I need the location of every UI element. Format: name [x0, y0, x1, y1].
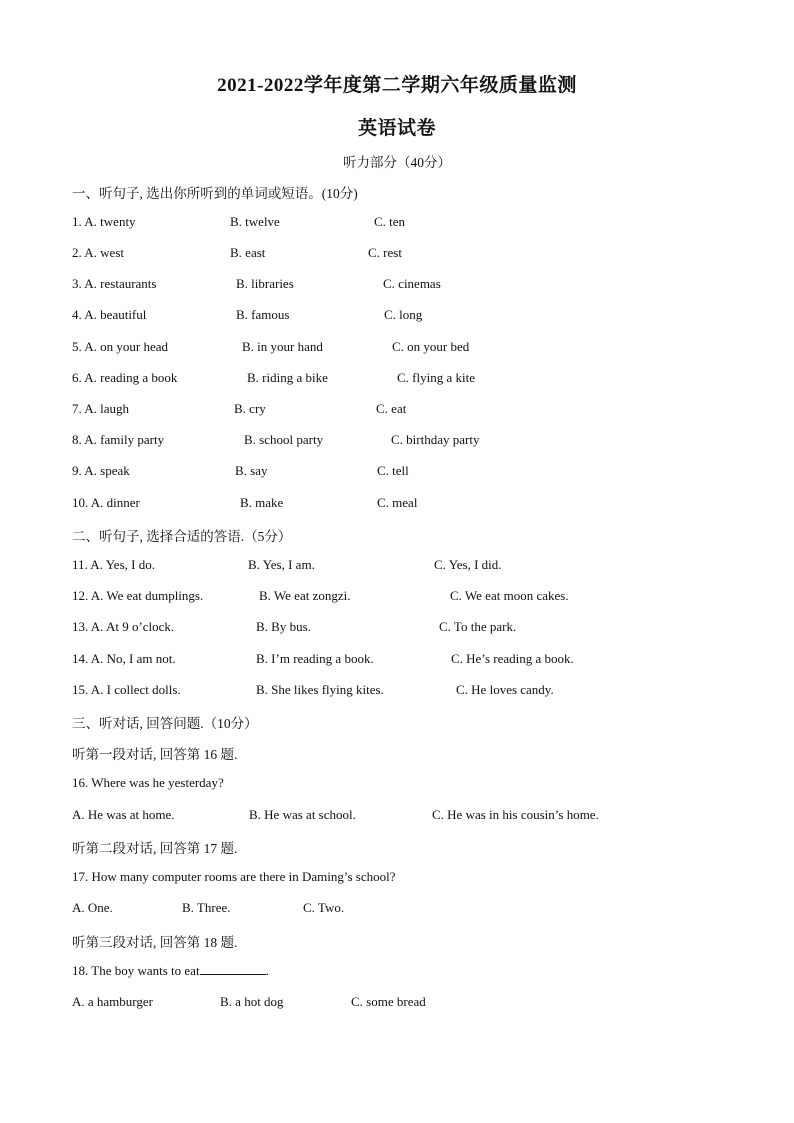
option-b: B. a hot dog [220, 994, 284, 1009]
option-b: B. libraries [236, 276, 294, 291]
option-a: 6. A. reading a book [72, 370, 178, 385]
dialogue1-intro: 听第一段对话, 回答第 16 题. [72, 747, 238, 762]
option-c: C. meal [377, 495, 418, 510]
option-b: B. By bus. [256, 619, 311, 634]
answer-blank [200, 962, 266, 975]
option-b: B. say [235, 463, 268, 478]
option-a: 13. A. At 9 o’clock. [72, 619, 175, 634]
option-c: C. He loves candy. [456, 682, 554, 697]
question-18 [72, 962, 269, 980]
option-a: 8. A. family party [72, 432, 165, 447]
question-18-end: . [265, 963, 269, 978]
part1-heading: 一、听句子, 选出你所听到的单词或短语。(10分) [72, 186, 358, 201]
option-a: 2. A. west [72, 245, 124, 260]
option-c: C. cinemas [383, 276, 441, 291]
option-b: B. twelve [230, 214, 280, 229]
option-b: B. Three. [182, 900, 231, 915]
part2-heading: 二、听句子, 选择合适的答语.（5分） [72, 529, 292, 544]
option-c: C. He was in his cousin’s home. [432, 807, 599, 822]
part3-heading: 三、听对话, 回答问题.（10分） [72, 716, 258, 731]
option-b: B. in your hand [242, 339, 323, 354]
option-a: 10. A. dinner [72, 495, 140, 510]
option-a: 11. A. Yes, I do. [72, 557, 155, 572]
option-b: B. She likes flying kites. [256, 682, 384, 697]
option-a: 1. A. twenty [72, 214, 136, 229]
option-b: B. We eat zongzi. [259, 588, 351, 603]
option-a: 12. A. We eat dumplings. [72, 588, 204, 603]
option-a: 5. A. on your head [72, 339, 169, 354]
dialogue2-intro: 听第二段对话, 回答第 17 题. [72, 841, 238, 856]
option-b: B. famous [236, 307, 290, 322]
dialogue3-intro: 听第三段对话, 回答第 18 题. [72, 935, 238, 950]
option-c: C. Two. [303, 900, 345, 915]
option-a: 3. A. restaurants [72, 276, 157, 291]
option-a: 7. A. laugh [72, 401, 130, 416]
option-b: B. He was at school. [249, 807, 356, 822]
option-b: B. school party [244, 432, 324, 447]
option-b: B. east [230, 245, 266, 260]
option-c: C. ten [374, 214, 406, 229]
option-c: C. Yes, I did. [434, 557, 502, 572]
exam-subtitle: 英语试卷 [357, 118, 436, 139]
option-a: 9. A. speak [72, 463, 130, 478]
option-c: C. flying a kite [397, 370, 475, 385]
option-a: A. He was at home. [72, 807, 175, 822]
option-b: B. riding a bike [247, 370, 328, 385]
option-b: B. I’m reading a book. [256, 651, 374, 666]
option-b: B. cry [234, 401, 266, 416]
option-c: C. He’s reading a book. [451, 651, 574, 666]
option-c: C. on your bed [392, 339, 470, 354]
exam-title: 2021-2022学年度第二学期六年级质量监测 [217, 75, 577, 96]
option-c: C. eat [376, 401, 407, 416]
question-17: 17. How many computer rooms are there in Daming’s school? [72, 869, 396, 884]
option-b: B. Yes, I am. [248, 557, 315, 572]
question-18-text: 18. The boy wants to eat [72, 963, 200, 978]
option-c: C. To the park. [439, 619, 517, 634]
option-c: C. birthday party [391, 432, 480, 447]
option-c: C. tell [377, 463, 409, 478]
option-a: 15. A. I collect dolls. [72, 682, 181, 697]
listening-section-label: 听力部分（40分） [343, 155, 451, 170]
option-a: 4. A. beautiful [72, 307, 147, 322]
option-a: A. One. [72, 900, 113, 915]
option-a: 14. A. No, I am not. [72, 651, 176, 666]
option-a: A. a hamburger [72, 994, 153, 1009]
question-16: 16. Where was he yesterday? [72, 775, 224, 790]
option-c: C. We eat moon cakes. [450, 588, 569, 603]
option-c: C. some bread [351, 994, 426, 1009]
option-c: C. rest [368, 245, 402, 260]
option-b: B. make [240, 495, 284, 510]
option-c: C. long [384, 307, 423, 322]
